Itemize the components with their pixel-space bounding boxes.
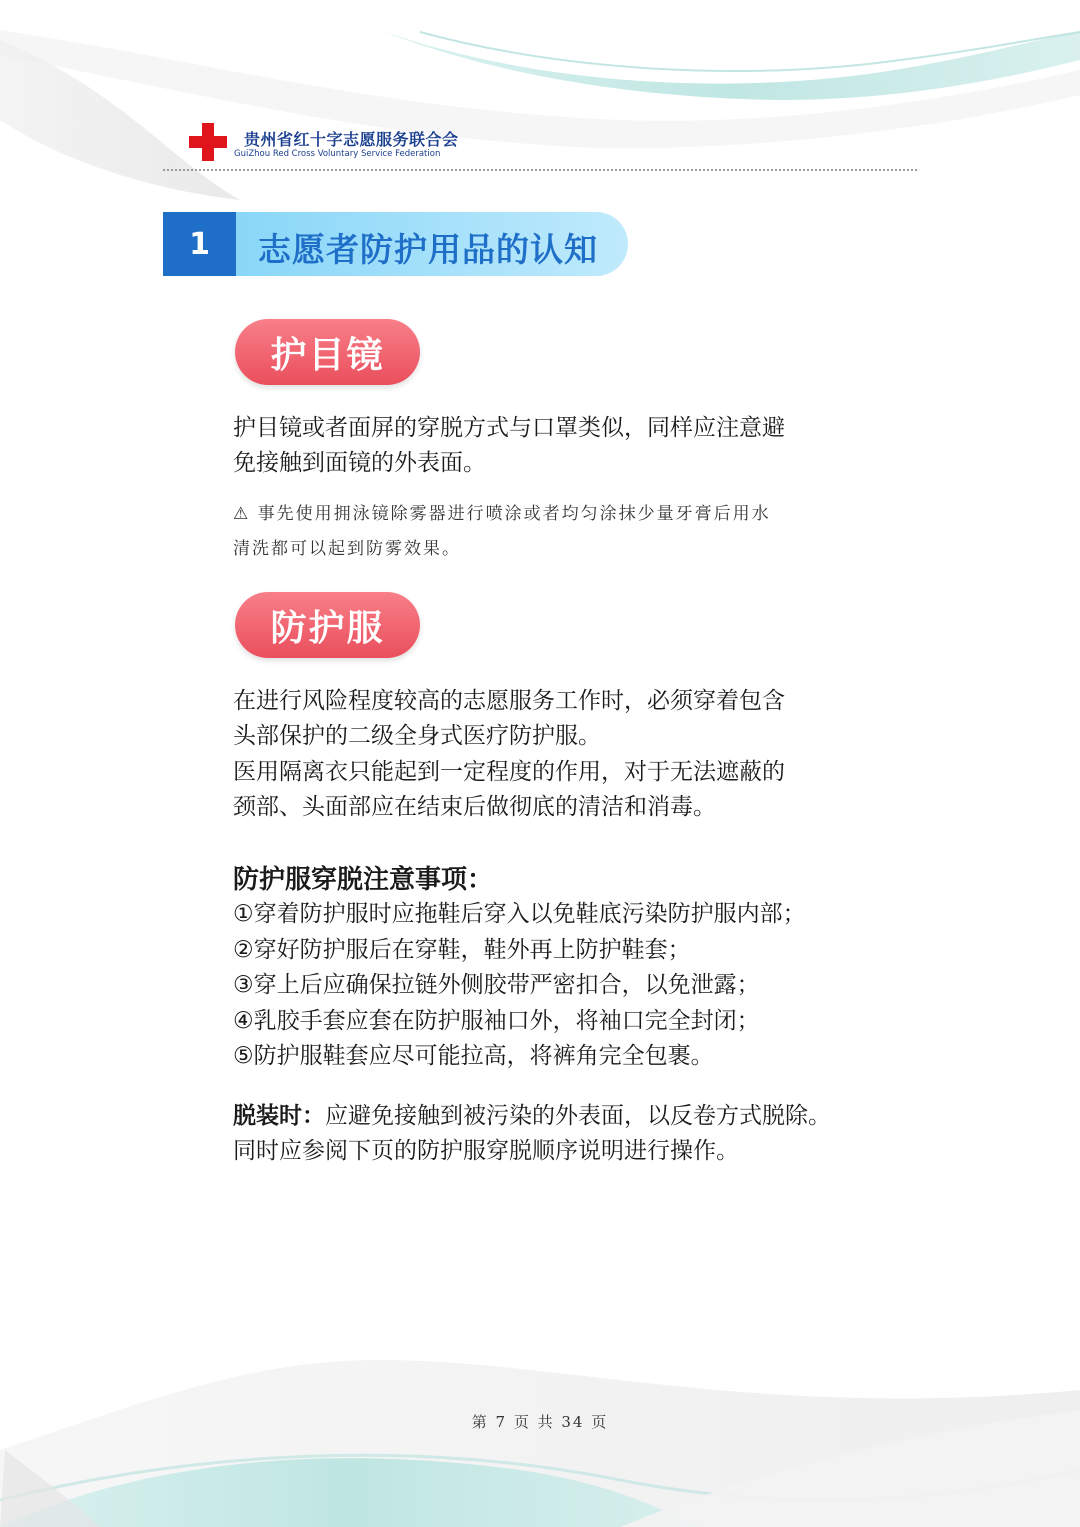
header-divider bbox=[163, 169, 917, 171]
page-number: 第 7 页 共 34 页 bbox=[471, 1413, 609, 1431]
suit-paragraph-line: 头部保护的二级全身式医疗防护服。 bbox=[233, 723, 601, 749]
removal-text: 应避免接触到被污染的外表面，以反卷方式脱除。 bbox=[325, 1103, 831, 1129]
list-item: ④乳胶手套应套在防护服袖口外，将袖口完全封闭； bbox=[233, 1007, 760, 1034]
goggles-paragraph-line: 免接触到面镜的外表面。 bbox=[233, 450, 486, 476]
removal-paragraph bbox=[233, 1099, 873, 1169]
goggles-antifog-note bbox=[233, 497, 873, 567]
goggles-paragraph-line: 护目镜或者面屏的穿脱方式与口罩类似，同样应注意避 bbox=[233, 415, 785, 441]
suit-paragraph-line: 颈部、头面部应在结束后做彻底的清洁和消毒。 bbox=[233, 794, 716, 820]
suit-paragraph-1 bbox=[233, 684, 873, 754]
suit-paragraph-line: 医用隔离衣只能起到一定程度的作用，对于无法遮蔽的 bbox=[233, 759, 785, 785]
list-item: ⑤防护服鞋套应尽可能拉高，将裤角完全包裹。 bbox=[233, 1043, 714, 1069]
note-line: 清洗都可以起到防雾效果。 bbox=[233, 539, 461, 559]
list-item: ②穿好防护服后在穿鞋，鞋外再上防护鞋套； bbox=[233, 936, 691, 963]
red-cross-logo-icon bbox=[189, 123, 227, 161]
suit-paragraph-line: 在进行风险程度较高的志愿服务工作时，必须穿着包含 bbox=[233, 688, 785, 714]
org-name-cn: 贵州省红十字志愿服务联合会 bbox=[244, 130, 459, 149]
section-title: 志愿者防护用品的认知 bbox=[258, 230, 598, 269]
section-banner bbox=[163, 212, 628, 276]
section-number: 1 bbox=[163, 212, 236, 276]
list-item: ③穿上后应确保拉链外侧胶带严密扣合，以免泄露； bbox=[233, 972, 760, 998]
suit-heading: 防护服 bbox=[235, 592, 420, 658]
suit-notice-list bbox=[233, 897, 806, 1075]
list-item: ①穿着防护服时应拖鞋后穿入以免鞋底污染防护服内部； bbox=[233, 901, 806, 927]
removal-label: 脱装时： bbox=[233, 1103, 325, 1129]
goggles-paragraph bbox=[233, 411, 873, 481]
org-name-en: GuiZhou Red Cross Voluntary Service Federation bbox=[234, 149, 441, 159]
removal-line-2: 同时应参阅下页的防护服穿脱顺序说明进行操作。 bbox=[233, 1138, 739, 1164]
removal-line-1 bbox=[233, 1099, 873, 1134]
goggles-heading: 护目镜 bbox=[235, 319, 420, 385]
suit-notice-title: 防护服穿脱注意事项： bbox=[233, 865, 494, 895]
suit-paragraph-2 bbox=[233, 755, 873, 825]
note-line: ⚠ 事先使用拥泳镜除雾器进行喷涂或者均匀涂抹少量牙膏后用水 bbox=[233, 504, 771, 524]
